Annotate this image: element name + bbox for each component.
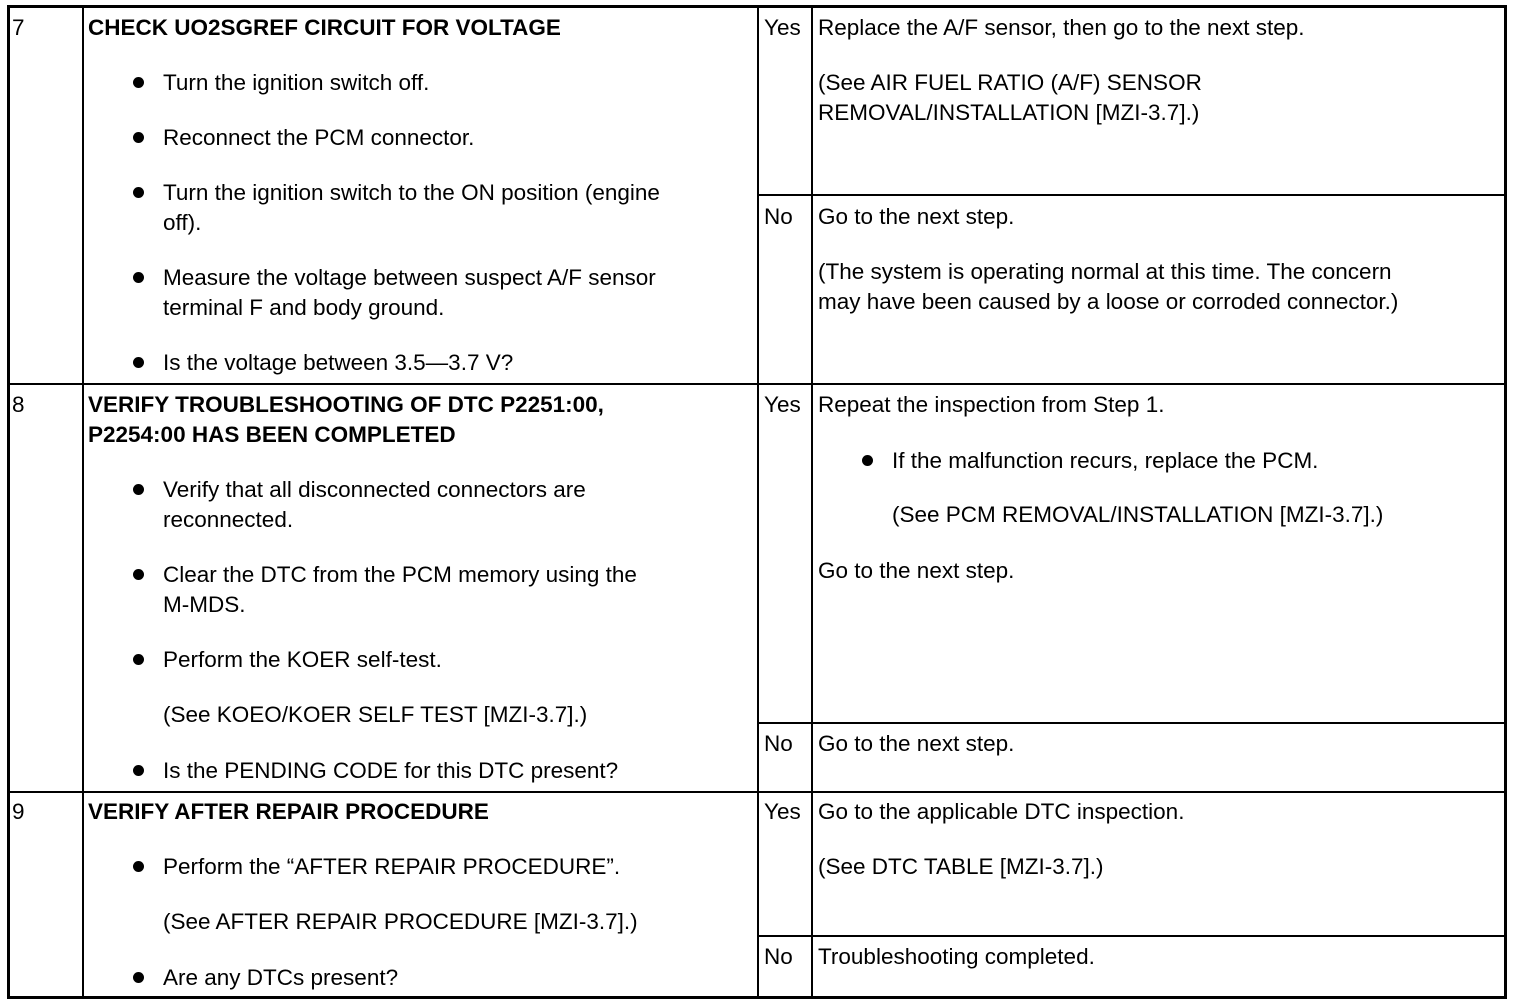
no-label: No bbox=[764, 204, 793, 229]
bullet-icon bbox=[133, 765, 144, 776]
no-result: Troubleshooting completed. bbox=[818, 944, 1095, 969]
row-divider bbox=[10, 383, 1504, 385]
action-item-continued: off). bbox=[163, 210, 202, 235]
column-divider bbox=[82, 8, 84, 996]
yes-reference: (See AIR FUEL RATIO (A/F) SENSOR bbox=[818, 70, 1202, 95]
bullet-icon bbox=[862, 455, 873, 466]
action-reference: (See AFTER REPAIR PROCEDURE [MZI-3.7].) bbox=[163, 909, 638, 934]
yes-label: Yes bbox=[764, 15, 801, 40]
no-label: No bbox=[764, 731, 793, 756]
bullet-icon bbox=[133, 484, 144, 495]
action-item: Perform the KOER self-test. bbox=[163, 647, 442, 672]
action-item-continued: terminal F and body ground. bbox=[163, 295, 445, 320]
action-item: Perform the “AFTER REPAIR PROCEDURE”. bbox=[163, 854, 621, 879]
action-item-continued: reconnected. bbox=[163, 507, 294, 532]
no-label: No bbox=[764, 944, 793, 969]
action-item: Is the voltage between 3.5—3.7 V? bbox=[163, 350, 514, 375]
yes-next: Go to the next step. bbox=[818, 558, 1015, 583]
step-number: 7 bbox=[12, 15, 25, 40]
bullet-icon bbox=[133, 187, 144, 198]
action-reference: (See KOEO/KOER SELF TEST [MZI-3.7].) bbox=[163, 702, 588, 727]
no-note: may have been caused by a loose or corroded connector.) bbox=[818, 289, 1399, 314]
yes-no-divider bbox=[757, 935, 1504, 937]
no-result: Go to the next step. bbox=[818, 731, 1015, 756]
action-item-continued: M-MDS. bbox=[163, 592, 246, 617]
step-title: CHECK UO2SGREF CIRCUIT FOR VOLTAGE bbox=[88, 15, 561, 40]
yes-result: Replace the A/F sensor, then go to the next step. bbox=[818, 15, 1305, 40]
action-item: Measure the voltage between suspect A/F sensor bbox=[163, 265, 656, 290]
yes-result: Go to the applicable DTC inspection. bbox=[818, 799, 1185, 824]
yes-reference: (See DTC TABLE [MZI-3.7].) bbox=[818, 854, 1104, 879]
yes-no-divider bbox=[757, 194, 1504, 196]
yes-reference: REMOVAL/INSTALLATION [MZI-3.7].) bbox=[818, 100, 1200, 125]
bullet-icon bbox=[133, 272, 144, 283]
step-number: 8 bbox=[12, 392, 25, 417]
bullet-icon bbox=[133, 972, 144, 983]
bullet-icon bbox=[133, 861, 144, 872]
bullet-icon bbox=[133, 569, 144, 580]
row-divider bbox=[10, 791, 1504, 793]
yes-reference: (See PCM REMOVAL/INSTALLATION [MZI-3.7].) bbox=[892, 502, 1384, 527]
column-divider bbox=[757, 8, 759, 996]
step-number: 9 bbox=[12, 799, 25, 824]
action-item: Verify that all disconnected connectors are bbox=[163, 477, 586, 502]
yes-result: Repeat the inspection from Step 1. bbox=[818, 392, 1165, 417]
action-item: Are any DTCs present? bbox=[163, 965, 399, 990]
bullet-icon bbox=[133, 77, 144, 88]
step-title: VERIFY TROUBLESHOOTING OF DTC P2251:00, bbox=[88, 392, 604, 417]
yes-label: Yes bbox=[764, 392, 801, 417]
no-note: (The system is operating normal at this time. The concern bbox=[818, 259, 1392, 284]
step-title: P2254:00 HAS BEEN COMPLETED bbox=[88, 422, 456, 447]
yes-label: Yes bbox=[764, 799, 801, 824]
action-item: Turn the ignition switch off. bbox=[163, 70, 430, 95]
bullet-icon bbox=[133, 357, 144, 368]
bullet-icon bbox=[133, 654, 144, 665]
action-item: Turn the ignition switch to the ON position (engine bbox=[163, 180, 660, 205]
yes-no-divider bbox=[757, 722, 1504, 724]
yes-sub-item: If the malfunction recurs, replace the PCM. bbox=[892, 448, 1319, 473]
step-title: VERIFY AFTER REPAIR PROCEDURE bbox=[88, 799, 489, 824]
action-item: Clear the DTC from the PCM memory using the bbox=[163, 562, 637, 587]
action-item: Reconnect the PCM connector. bbox=[163, 125, 475, 150]
bullet-icon bbox=[133, 132, 144, 143]
no-result: Go to the next step. bbox=[818, 204, 1015, 229]
action-item: Is the PENDING CODE for this DTC present? bbox=[163, 758, 619, 783]
column-divider bbox=[811, 8, 813, 996]
